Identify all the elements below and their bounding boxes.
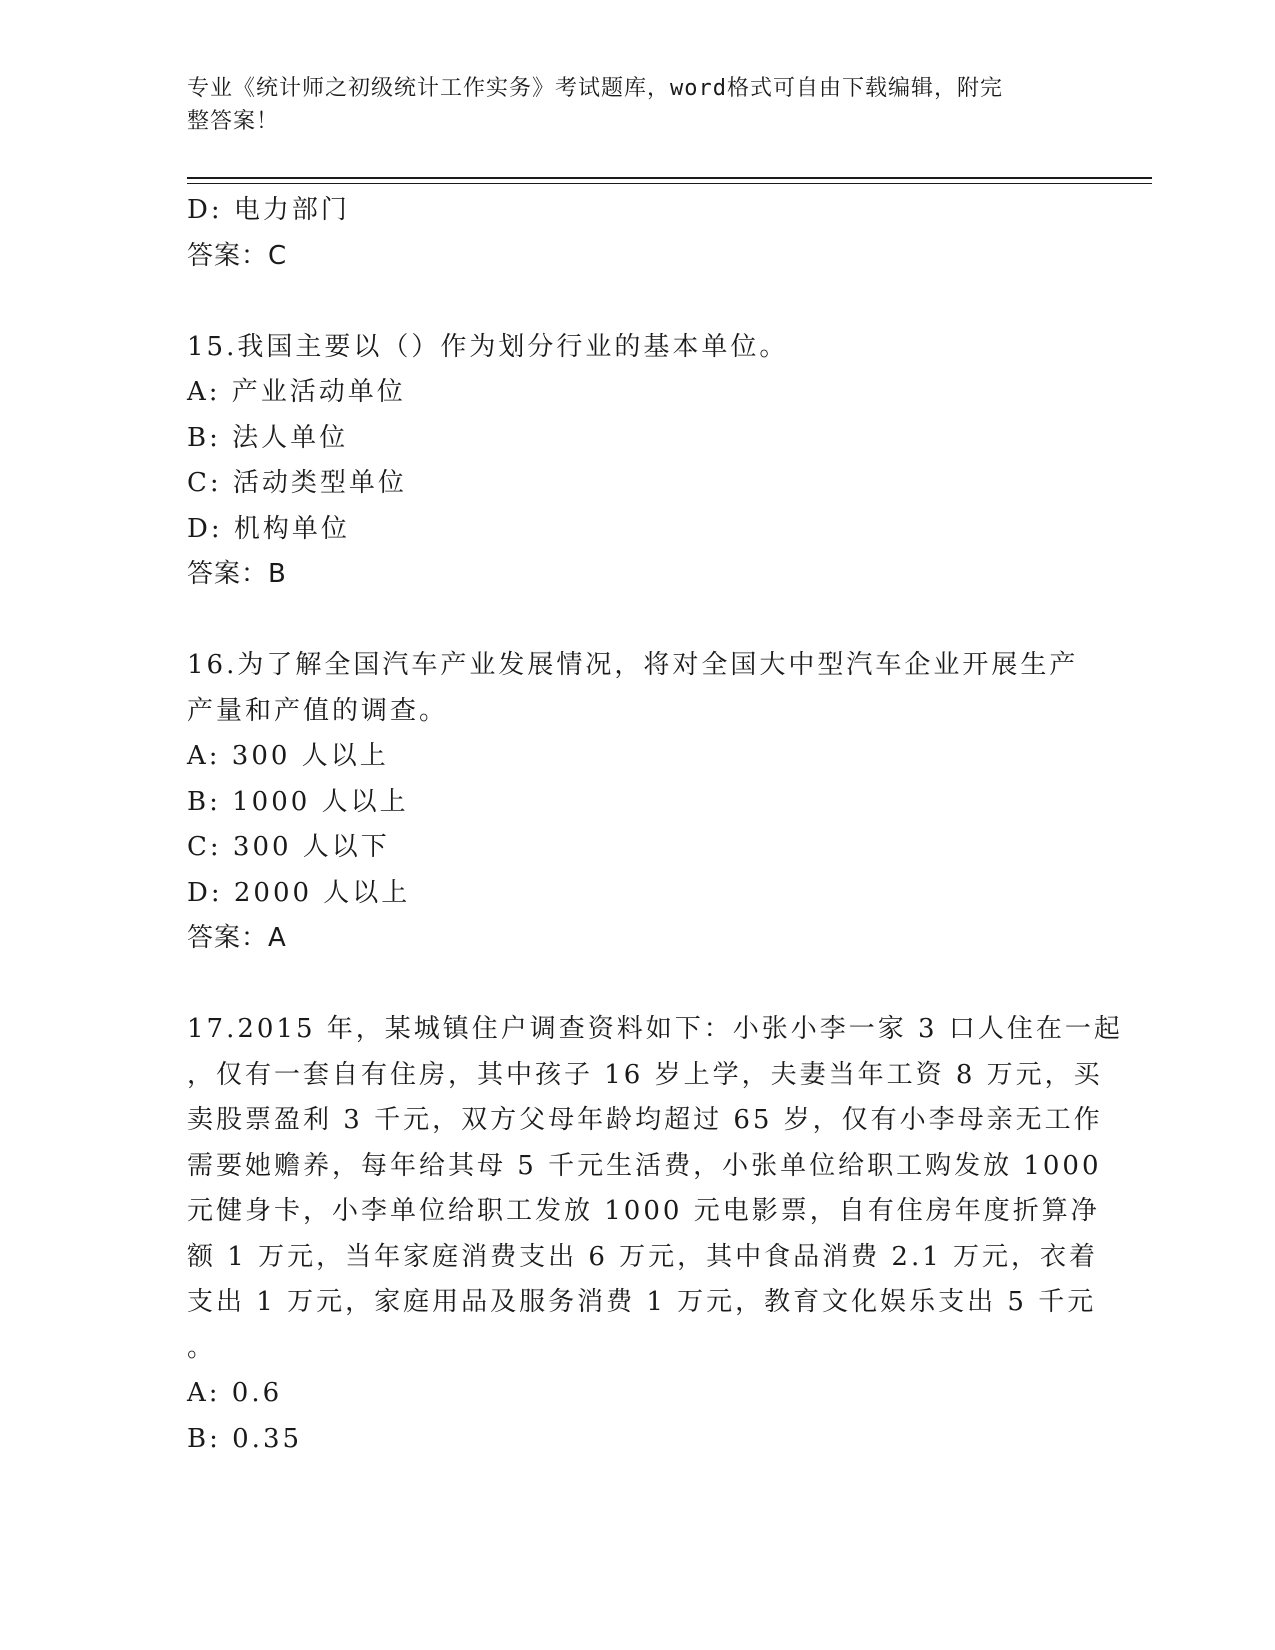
question-text-line: 额 1 万元，当年家庭消费支出 6 万元，其中食品消费 2.1 万元，衣着: [187, 1241, 1099, 1272]
question-text-line: 支出 1 万元，家庭用品及服务消费 1 万元，教育文化娱乐支出 5 千元: [187, 1287, 1097, 1317]
question-text-line: ，仅有一套自有住房，其中孩子 16 岁上学，夫妻当年工资 8 万元，买: [187, 1059, 1103, 1090]
question-16: [187, 643, 1087, 962]
answer-line: 答案：C: [187, 240, 288, 271]
header-line-2: 整答案！: [187, 109, 280, 134]
question-text-line: 17.2015 年，某城镇住户调查资料如下：小张小李一家 3 口人住在一起: [187, 1014, 1123, 1044]
header-line-1: 专业《统计师之初级统计工作实务》考试题库，word格式可自由下载编辑，附完: [187, 76, 1003, 101]
answer-line: 答案：B: [187, 559, 287, 589]
answer-line: 答案：A: [187, 923, 287, 953]
option-a: A: 产业活动单位: [187, 377, 406, 407]
option-a: A: 0.6: [187, 1378, 283, 1408]
question-text-line: 需要她赡养，每年给其母 5 千元生活费，小张单位给职工购发放 1000: [187, 1150, 1102, 1181]
option-d: D: 电力部门: [187, 195, 350, 225]
document-body: [187, 188, 1123, 1462]
spacer: [187, 962, 1087, 1008]
option-b: B: 1000 人以上: [187, 786, 409, 817]
option-c: C: 活动类型单位: [187, 468, 407, 498]
spacer: [187, 598, 1087, 644]
question-15: [187, 325, 1087, 598]
question-text-line: 。: [187, 1332, 217, 1363]
option-c: C: 300 人以下: [187, 832, 390, 862]
question-text-line: 卖股票盈利 3 千元，双方父母年龄均超过 65 岁，仅有小李母亲无工作: [187, 1105, 1103, 1135]
question-text-line: 元健身卡，小李单位给职工发放 1000 元电影票，自有住房年度折算净: [187, 1196, 1100, 1226]
question-text-line: 产量和产值的调查。: [187, 695, 449, 726]
option-d: D: 机构单位: [187, 513, 350, 544]
page-header: [187, 72, 1067, 138]
header-rule-thick: [187, 177, 1152, 179]
option-a: A: 300 人以上: [187, 741, 389, 771]
question-text: 15.我国主要以（）作为划分行业的基本单位。: [187, 331, 789, 362]
option-b: B: 法人单位: [187, 422, 349, 453]
option-d: D: 2000 人以上: [187, 877, 411, 908]
header-rule-thin: [187, 183, 1152, 184]
spacer: [187, 279, 1087, 325]
question-text-line: 16.为了解全国汽车产业发展情况，将对全国大中型汽车企业开展生产: [187, 650, 1079, 680]
option-b: B: 0.35: [187, 1423, 303, 1454]
question-17: [187, 1007, 1123, 1462]
